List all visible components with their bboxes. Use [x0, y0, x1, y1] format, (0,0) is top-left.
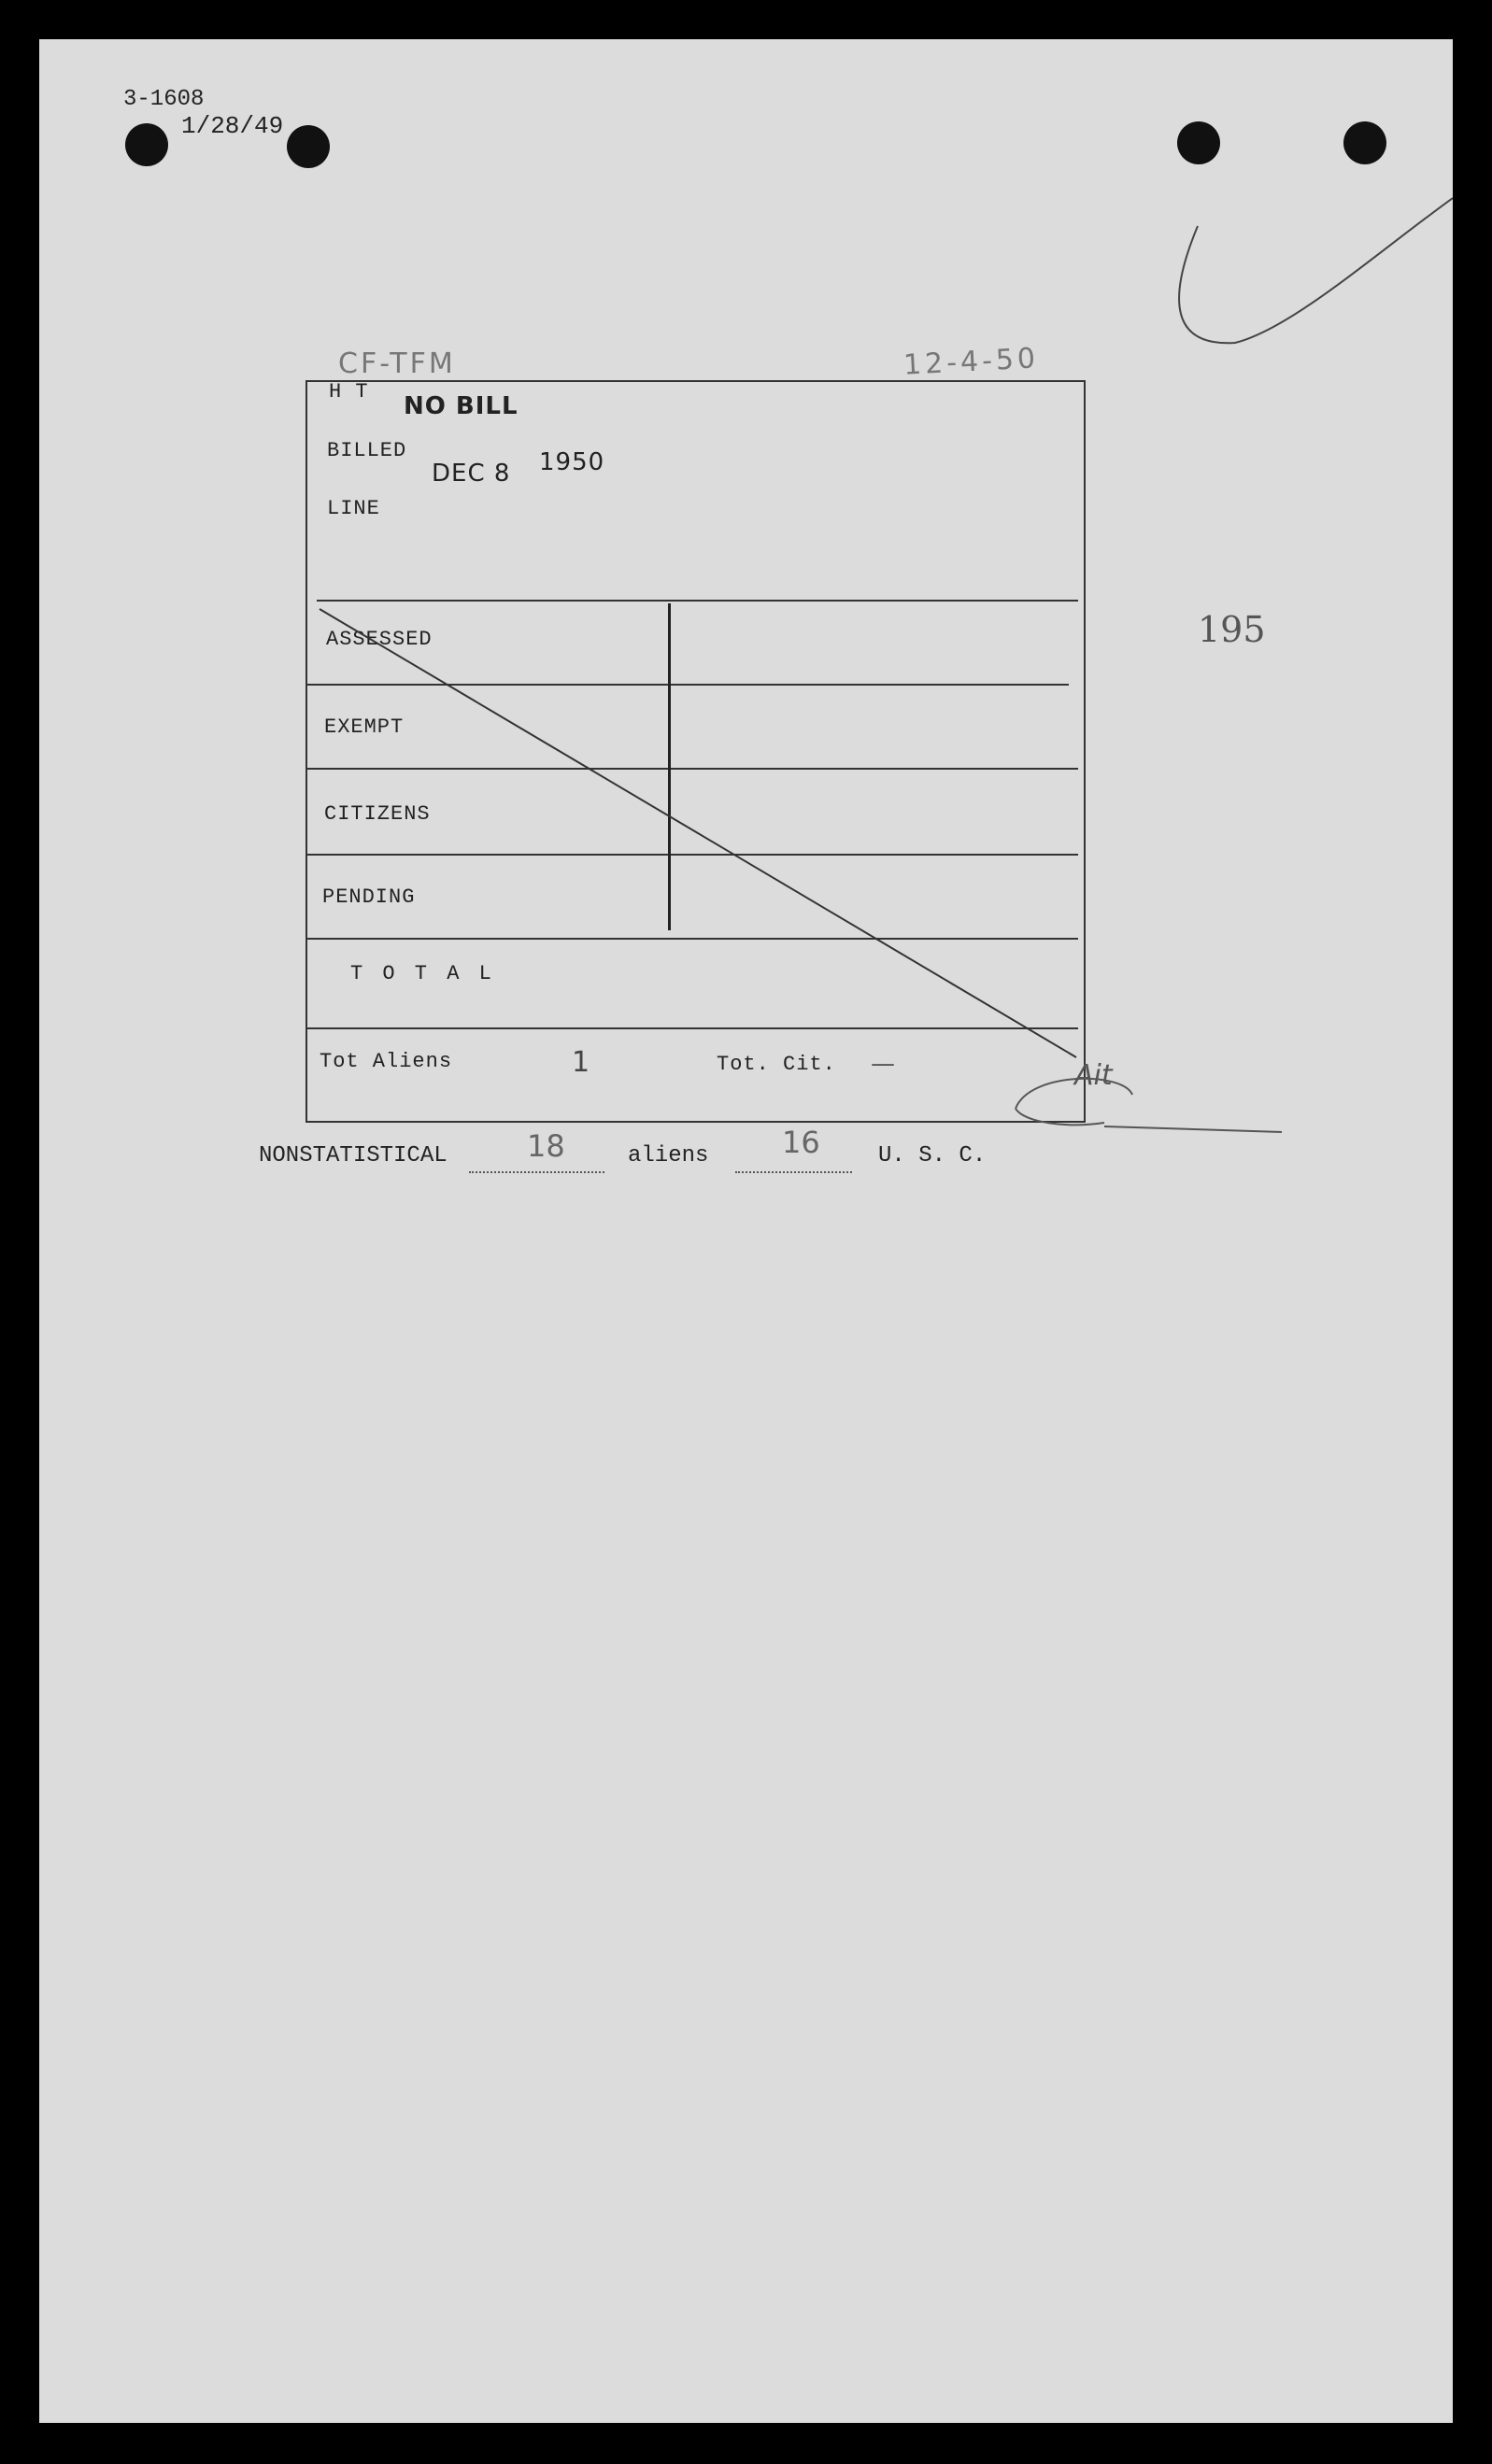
handwritten-initials: CF-TFM [338, 347, 456, 380]
document-page [39, 39, 1453, 2423]
row-label-citizens: CITIZENS [324, 802, 431, 826]
punch-hole-icon [125, 123, 168, 166]
usc-blank-line [735, 1171, 852, 1173]
line-label: LINE [327, 497, 380, 520]
aliens-label: aliens [628, 1143, 709, 1168]
divider [317, 600, 1078, 602]
usc-label: U. S. C. [878, 1143, 987, 1168]
form-date: 1/28/49 [181, 112, 284, 140]
nonstat-aliens-value: 18 [527, 1128, 565, 1164]
strike-through-line [315, 604, 1081, 1062]
billed-stamp-date: DEC 8 [432, 460, 511, 488]
billed-stamp-year: 1950 [539, 448, 605, 476]
signature-text: Ait [1074, 1059, 1113, 1092]
tot-cit-label: Tot. Cit. [717, 1053, 836, 1076]
total-label: T O T A L [350, 962, 495, 985]
ht-label: H T [329, 380, 369, 404]
nonstatistical-label: NONSTATISTICAL [259, 1143, 448, 1168]
page-number: 195 [1198, 609, 1266, 650]
check-mark-icon [1132, 142, 1453, 357]
no-bill-stamp: NO BILL [404, 392, 519, 420]
row-label-assessed: ASSESSED [326, 628, 433, 651]
handwritten-date: 12-4-50 [902, 342, 1040, 382]
row-label-exempt: EXEMPT [324, 715, 405, 739]
aliens-blank-line [469, 1171, 604, 1173]
form-number: 3-1608 [123, 87, 205, 112]
tot-aliens-value: 1 [572, 1046, 590, 1079]
nonstat-usc-value: 16 [782, 1125, 820, 1160]
row-label-pending: PENDING [322, 885, 416, 909]
tot-aliens-label: Tot Aliens [320, 1050, 453, 1073]
billed-label: BILLED [327, 439, 407, 462]
punch-hole-icon [287, 125, 330, 168]
tot-cit-value: — [871, 1050, 895, 1078]
signature-icon [1011, 1057, 1291, 1141]
